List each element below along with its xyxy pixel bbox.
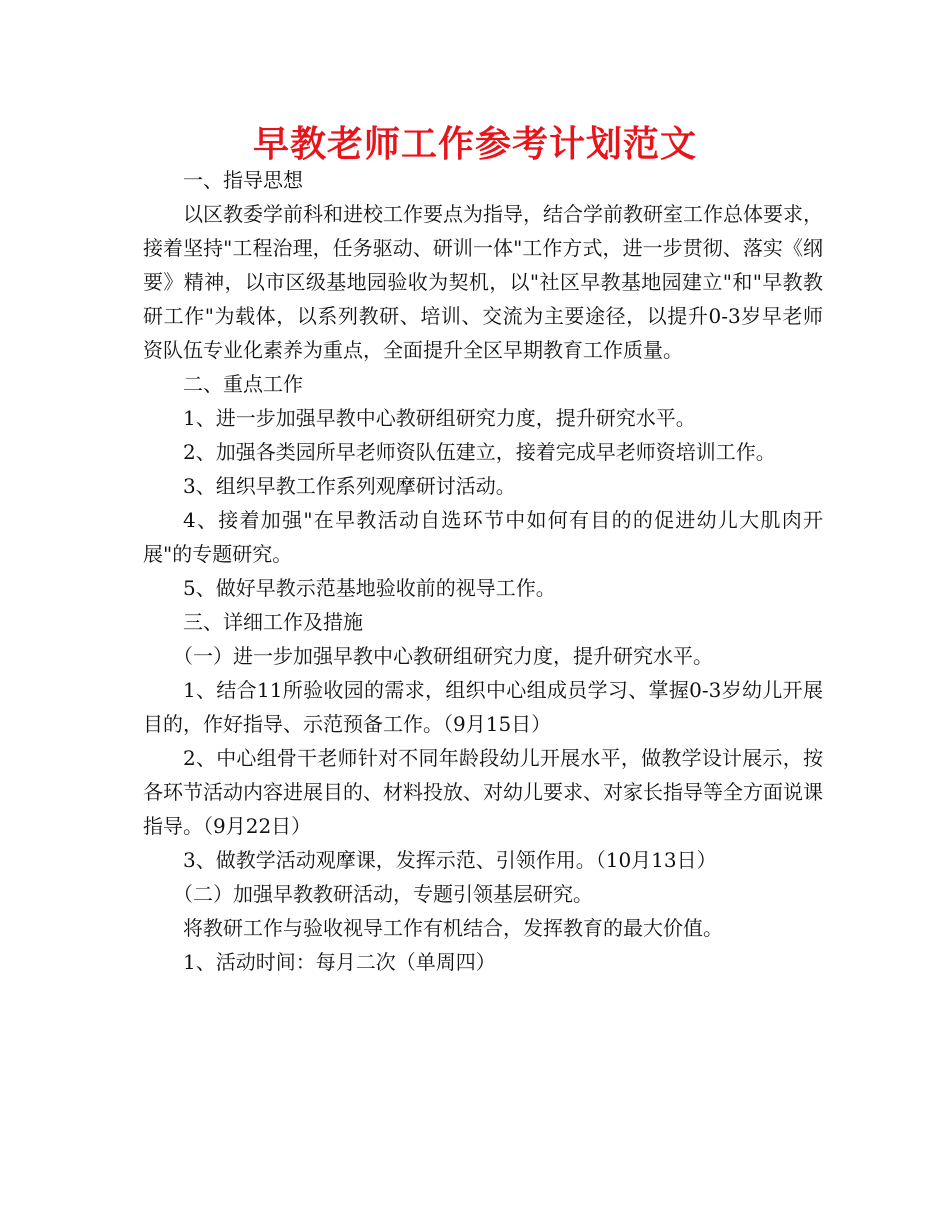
key-work-item-1: 1、进一步加强早教中心教研组研究力度，提升研究水平。 — [183, 406, 696, 430]
sub-heading-research: （一）进一步加强早教中心教研组研究力度，提升研究水平。 — [173, 644, 713, 668]
research-item-2: 2、中心组骨干老师针对不同年龄段幼儿开展水平，做教学设计展示，按各环节活动内容进展目的、材料投放、对幼儿要求、对家长指导等全方面说课指导。（9月22日） — [143, 746, 823, 838]
document-title: 早教老师工作参考计划范文 — [252, 123, 697, 165]
sub-heading-teaching-research: （二）加强早教教研活动，专题引领基层研究。 — [173, 882, 593, 906]
paragraph-teaching-research: 将教研工作与验收视导工作有机结合，发挥教育的最大价值。 — [183, 916, 723, 940]
key-work-item-3: 3、组织早教工作系列观摩研讨活动。 — [183, 474, 516, 498]
section-heading-key-work: 二、重点工作 — [183, 372, 303, 396]
research-item-3: 3、做教学活动观摩课，发挥示范、引领作用。（10月13日） — [183, 848, 717, 872]
paragraph-guiding-thought: 以区教委学前科和进校工作要点为指导，结合学前教研室工作总体要求，接着坚持"工程治理，任务驱动、研训一体"工作方式，进一步贯彻、落实《纲要》精神，以市区级基地园验收为契机，以"社区早教基地园建立"和"早教教研工作"为载体，以系列教研、培训、交流为主要途径，以提升0-3岁早老师资队伍专业化素养为重点，全面提升全区早期教育工作质量。 — [143, 202, 823, 362]
key-work-item-4: 4、接着加强"在早教活动自选环节中如何有目的的促进幼儿大肌肉开展"的专题研究。 — [143, 508, 823, 566]
document-body — [143, 163, 823, 979]
key-work-item-5: 5、做好早教示范基地验收前的视导工作。 — [183, 576, 556, 600]
key-work-item-2: 2、加强各类园所早老师资队伍建立，接着完成早老师资培训工作。 — [183, 440, 776, 464]
activity-time-item: 1、活动时间：每月二次（单周四） — [183, 950, 496, 974]
section-heading-guiding-thought: 一、指导思想 — [183, 168, 303, 192]
section-heading-detailed-work: 三、详细工作及措施 — [183, 610, 363, 634]
research-item-1: 1、结合11所验收园的需求，组织中心组成员学习、掌握0-3岁幼儿开展目的，作好指导、示范预备工作。（9月15日） — [143, 678, 823, 736]
